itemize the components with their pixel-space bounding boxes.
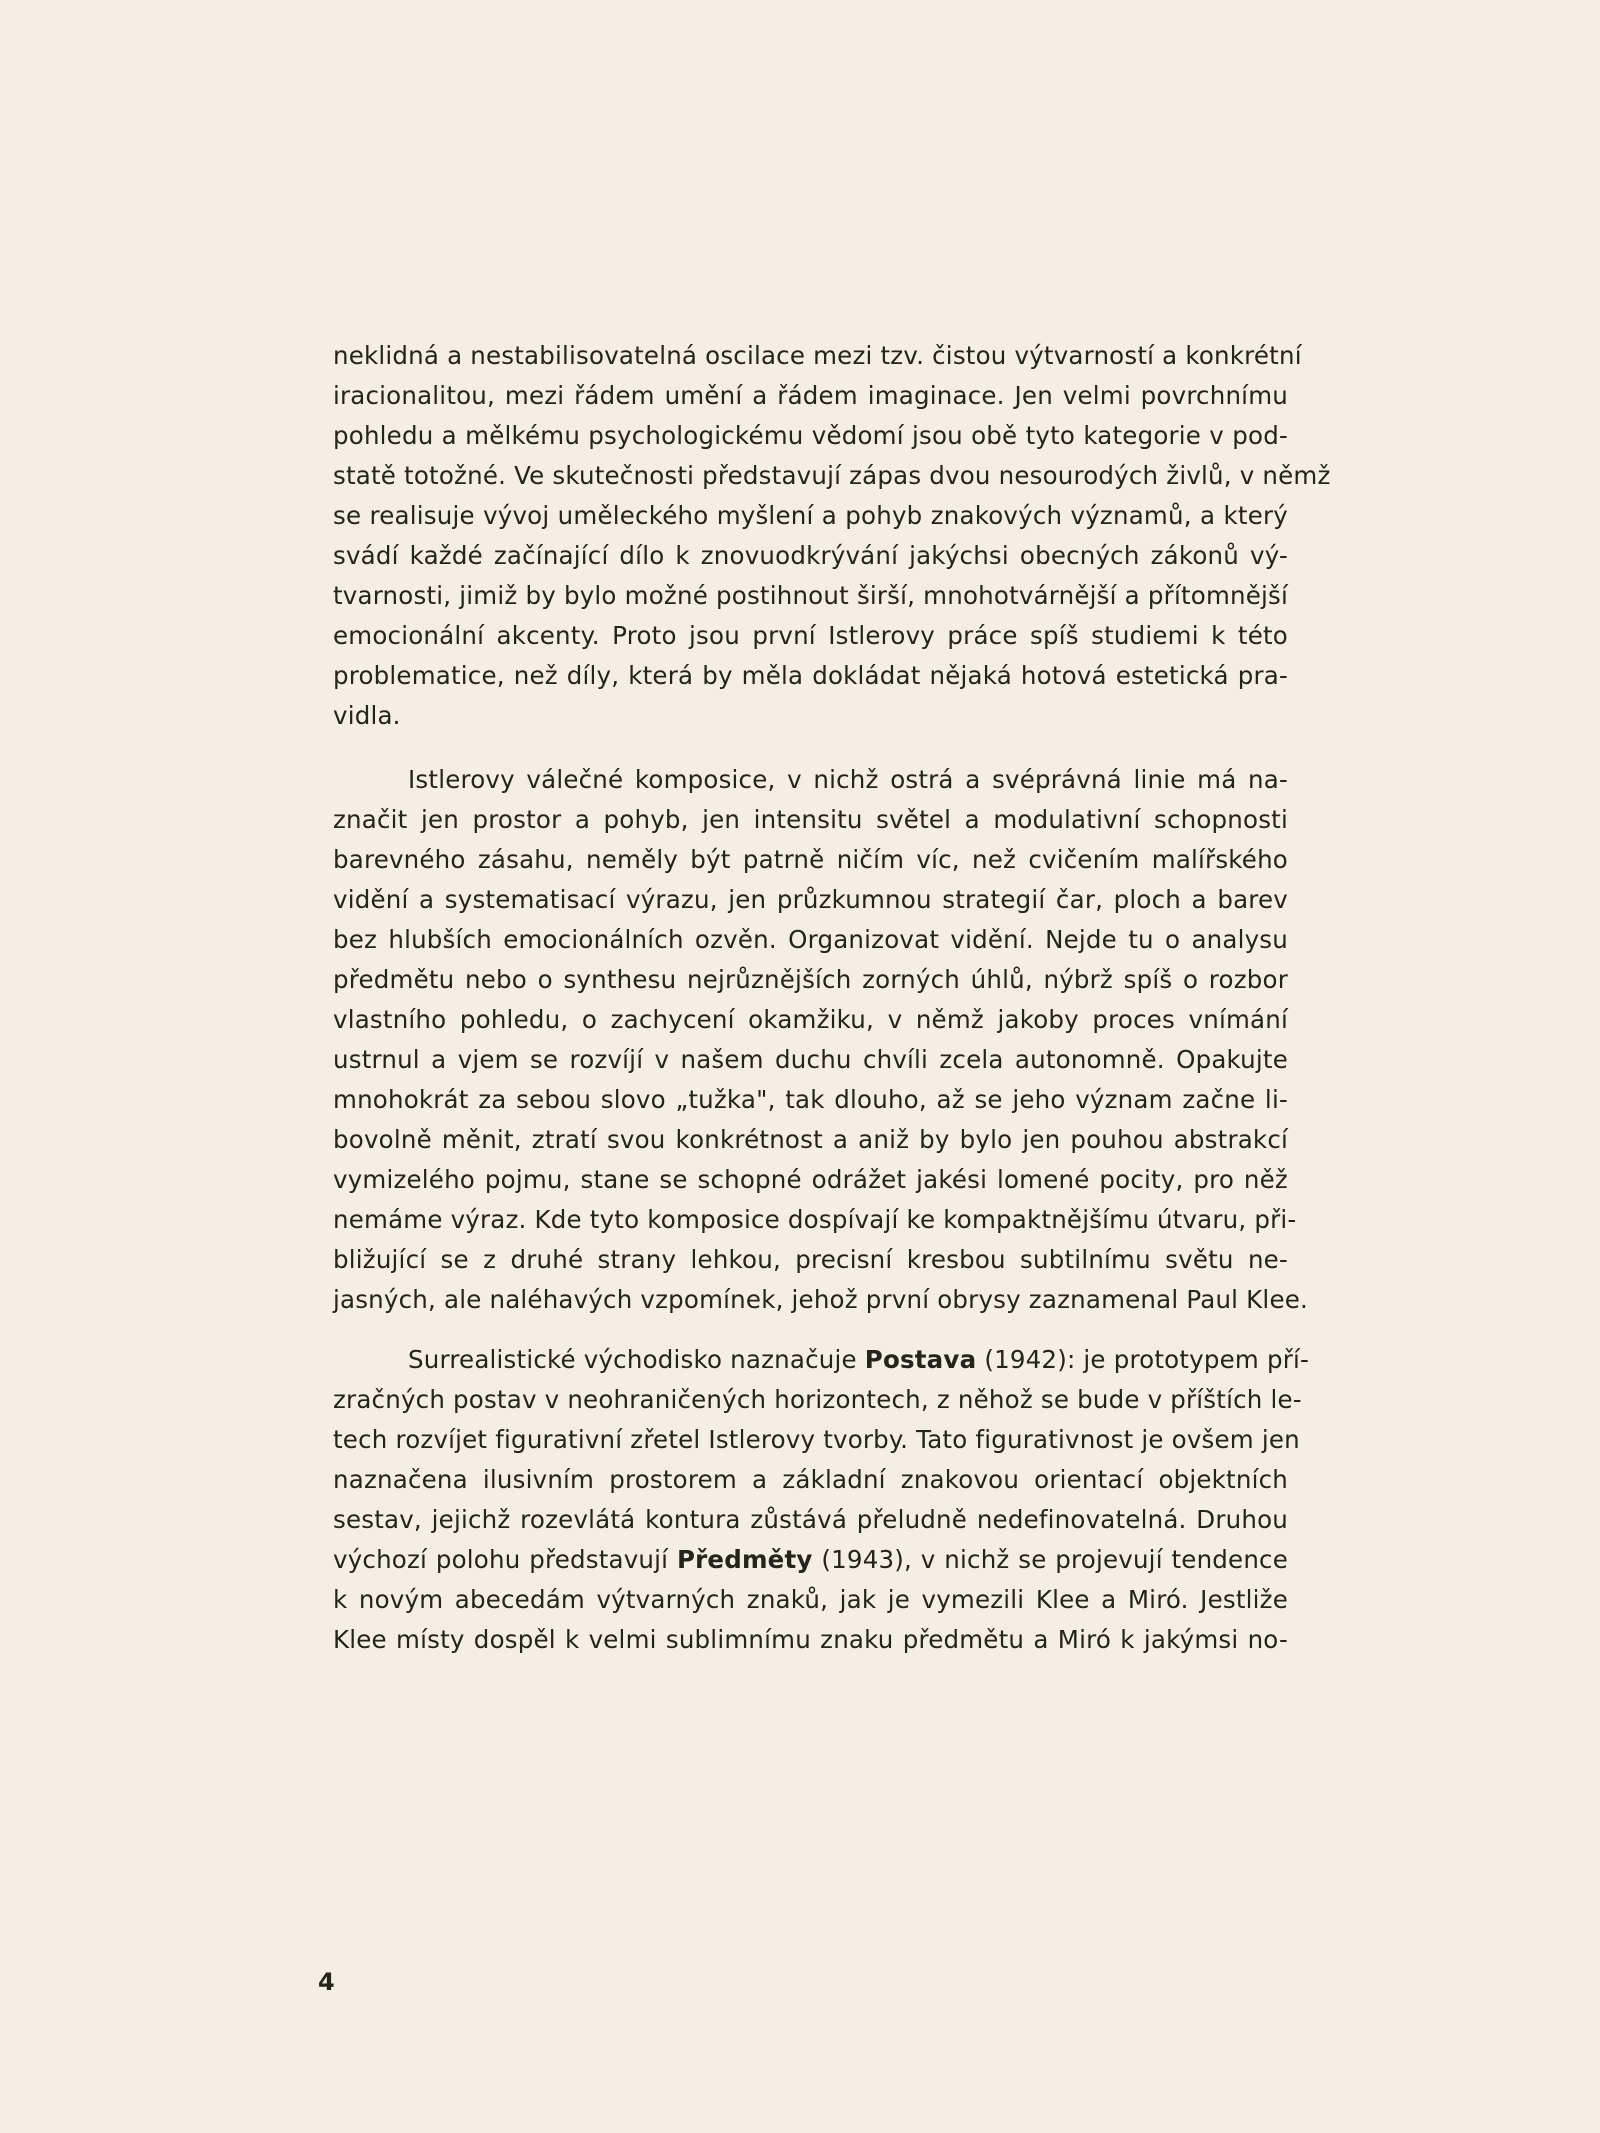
paragraph-line: zračných postav v neohraničených horizontech, z něhož se bude v příštích le-	[333, 1385, 1302, 1414]
paragraph-line: statě totožné. Ve skutečnosti představují zápas dvou nesourodých živlů, v němž	[333, 461, 1331, 490]
artwork-title-predmety: Předměty	[676, 1545, 813, 1574]
paragraph-line: tvarnosti, jimiž by bylo možné postihnout širší, mnohotvárnější a přítomnější	[333, 581, 1288, 610]
paragraph-line: Klee místy dospěl k velmi sublimnímu znaku předmětu a Miró k jakýmsi no-	[333, 1625, 1288, 1654]
artwork-title-postava: Postava	[864, 1345, 977, 1374]
paragraph-line: vidění a systematisací výrazu, jen průzkumnou strategií čar, ploch a barev	[333, 885, 1288, 914]
paragraph-text: (1943), v nichž se projevují tendence	[812, 1545, 1288, 1574]
paragraph-line: bez hlubších emocionálních ozvěn. Organizovat vidění. Nejde tu o analysu	[333, 925, 1288, 954]
page-number: 4	[318, 1968, 335, 1996]
paragraph-line: vidla.	[333, 701, 401, 730]
paragraph-line: předmětu nebo o synthesu nejrůznějších zorných úhlů, nýbrž spíš o rozbor	[333, 965, 1288, 994]
paragraph-line: problematice, než díly, která by měla dokládat nějaká hotová estetická pra-	[333, 661, 1288, 690]
paragraph-line	[333, 1540, 1288, 1580]
paragraph-line: emocionální akcenty. Proto jsou první Istlerovy práce spíš studiemi k této	[333, 621, 1288, 650]
paragraph-line: mnohokrát za sebou slovo „tužka", tak dlouho, až se jeho význam začne li-	[333, 1085, 1288, 1114]
paragraph-line: iracionalitou, mezi řádem umění a řádem imaginace. Jen velmi povrchnímu	[333, 381, 1288, 410]
paragraph-line: bližující se z druhé strany lehkou, precisní kresbou subtilnímu světu ne-	[333, 1245, 1288, 1274]
paragraph-line: jasných, ale naléhavých vzpomínek, jehož první obrysy zaznamenal Paul Klee.	[333, 1285, 1308, 1314]
paragraph-line: k novým abecedám výtvarných znaků, jak je vymezili Klee a Miró. Jestliže	[333, 1585, 1288, 1614]
paragraph-line: vlastního pohledu, o zachycení okamžiku, v němž jakoby proces vnímání	[333, 1005, 1288, 1034]
paragraph-line	[408, 1340, 1310, 1380]
paragraph-line: barevného zásahu, neměly být patrně ničím víc, než cvičením malířského	[333, 845, 1288, 874]
paragraph-line: se realisuje vývoj uměleckého myšlení a pohyb znakových významů, a který	[333, 501, 1288, 530]
paragraph-line: pohledu a mělkému psychologickému vědomí jsou obě tyto kategorie v pod-	[333, 421, 1288, 450]
paragraph-line: bovolně měnit, ztratí svou konkrétnost a aniž by bylo jen pouhou abstrakcí	[333, 1125, 1288, 1154]
paragraph-line: ustrnul a vjem se rozvíjí v našem duchu chvíli zcela autonomně. Opakujte	[333, 1045, 1288, 1074]
paragraph-line: vymizelého pojmu, stane se schopné odrážet jakési lomené pocity, pro něž	[333, 1165, 1288, 1194]
paragraph-line: neklidná a nestabilisovatelná oscilace mezi tzv. čistou výtvarností a konkrétní	[333, 341, 1302, 370]
paragraph-line: Istlerovy válečné komposice, v nichž ostrá a svéprávná linie má na-	[408, 765, 1288, 794]
paragraph-text: (1942): je prototypem pří-	[976, 1345, 1310, 1374]
paragraph-line: svádí každé začínající dílo k znovuodkrývání jakýchsi obecných zákonů vý-	[333, 541, 1288, 570]
paragraph-line: naznačena ilusivním prostorem a základní znakovou orientací objektních	[333, 1465, 1288, 1494]
paragraph-line: sestav, jejichž rozevlátá kontura zůstává přeludně nedefinovatelná. Druhou	[333, 1505, 1288, 1534]
paragraph-line: značit jen prostor a pohyb, jen intensitu světel a modulativní schopnosti	[333, 805, 1288, 834]
paragraph-text: výchozí polohu představují	[333, 1545, 677, 1574]
paragraph-text: Surrealistické východisko naznačuje	[408, 1345, 865, 1374]
paragraph-line: tech rozvíjet figurativní zřetel Istlerovy tvorby. Tato figurativnost je ovšem jen	[333, 1425, 1300, 1454]
paragraph-line: nemáme výraz. Kde tyto komposice dospívají ke kompaktnějšímu útvaru, při-	[333, 1205, 1297, 1234]
